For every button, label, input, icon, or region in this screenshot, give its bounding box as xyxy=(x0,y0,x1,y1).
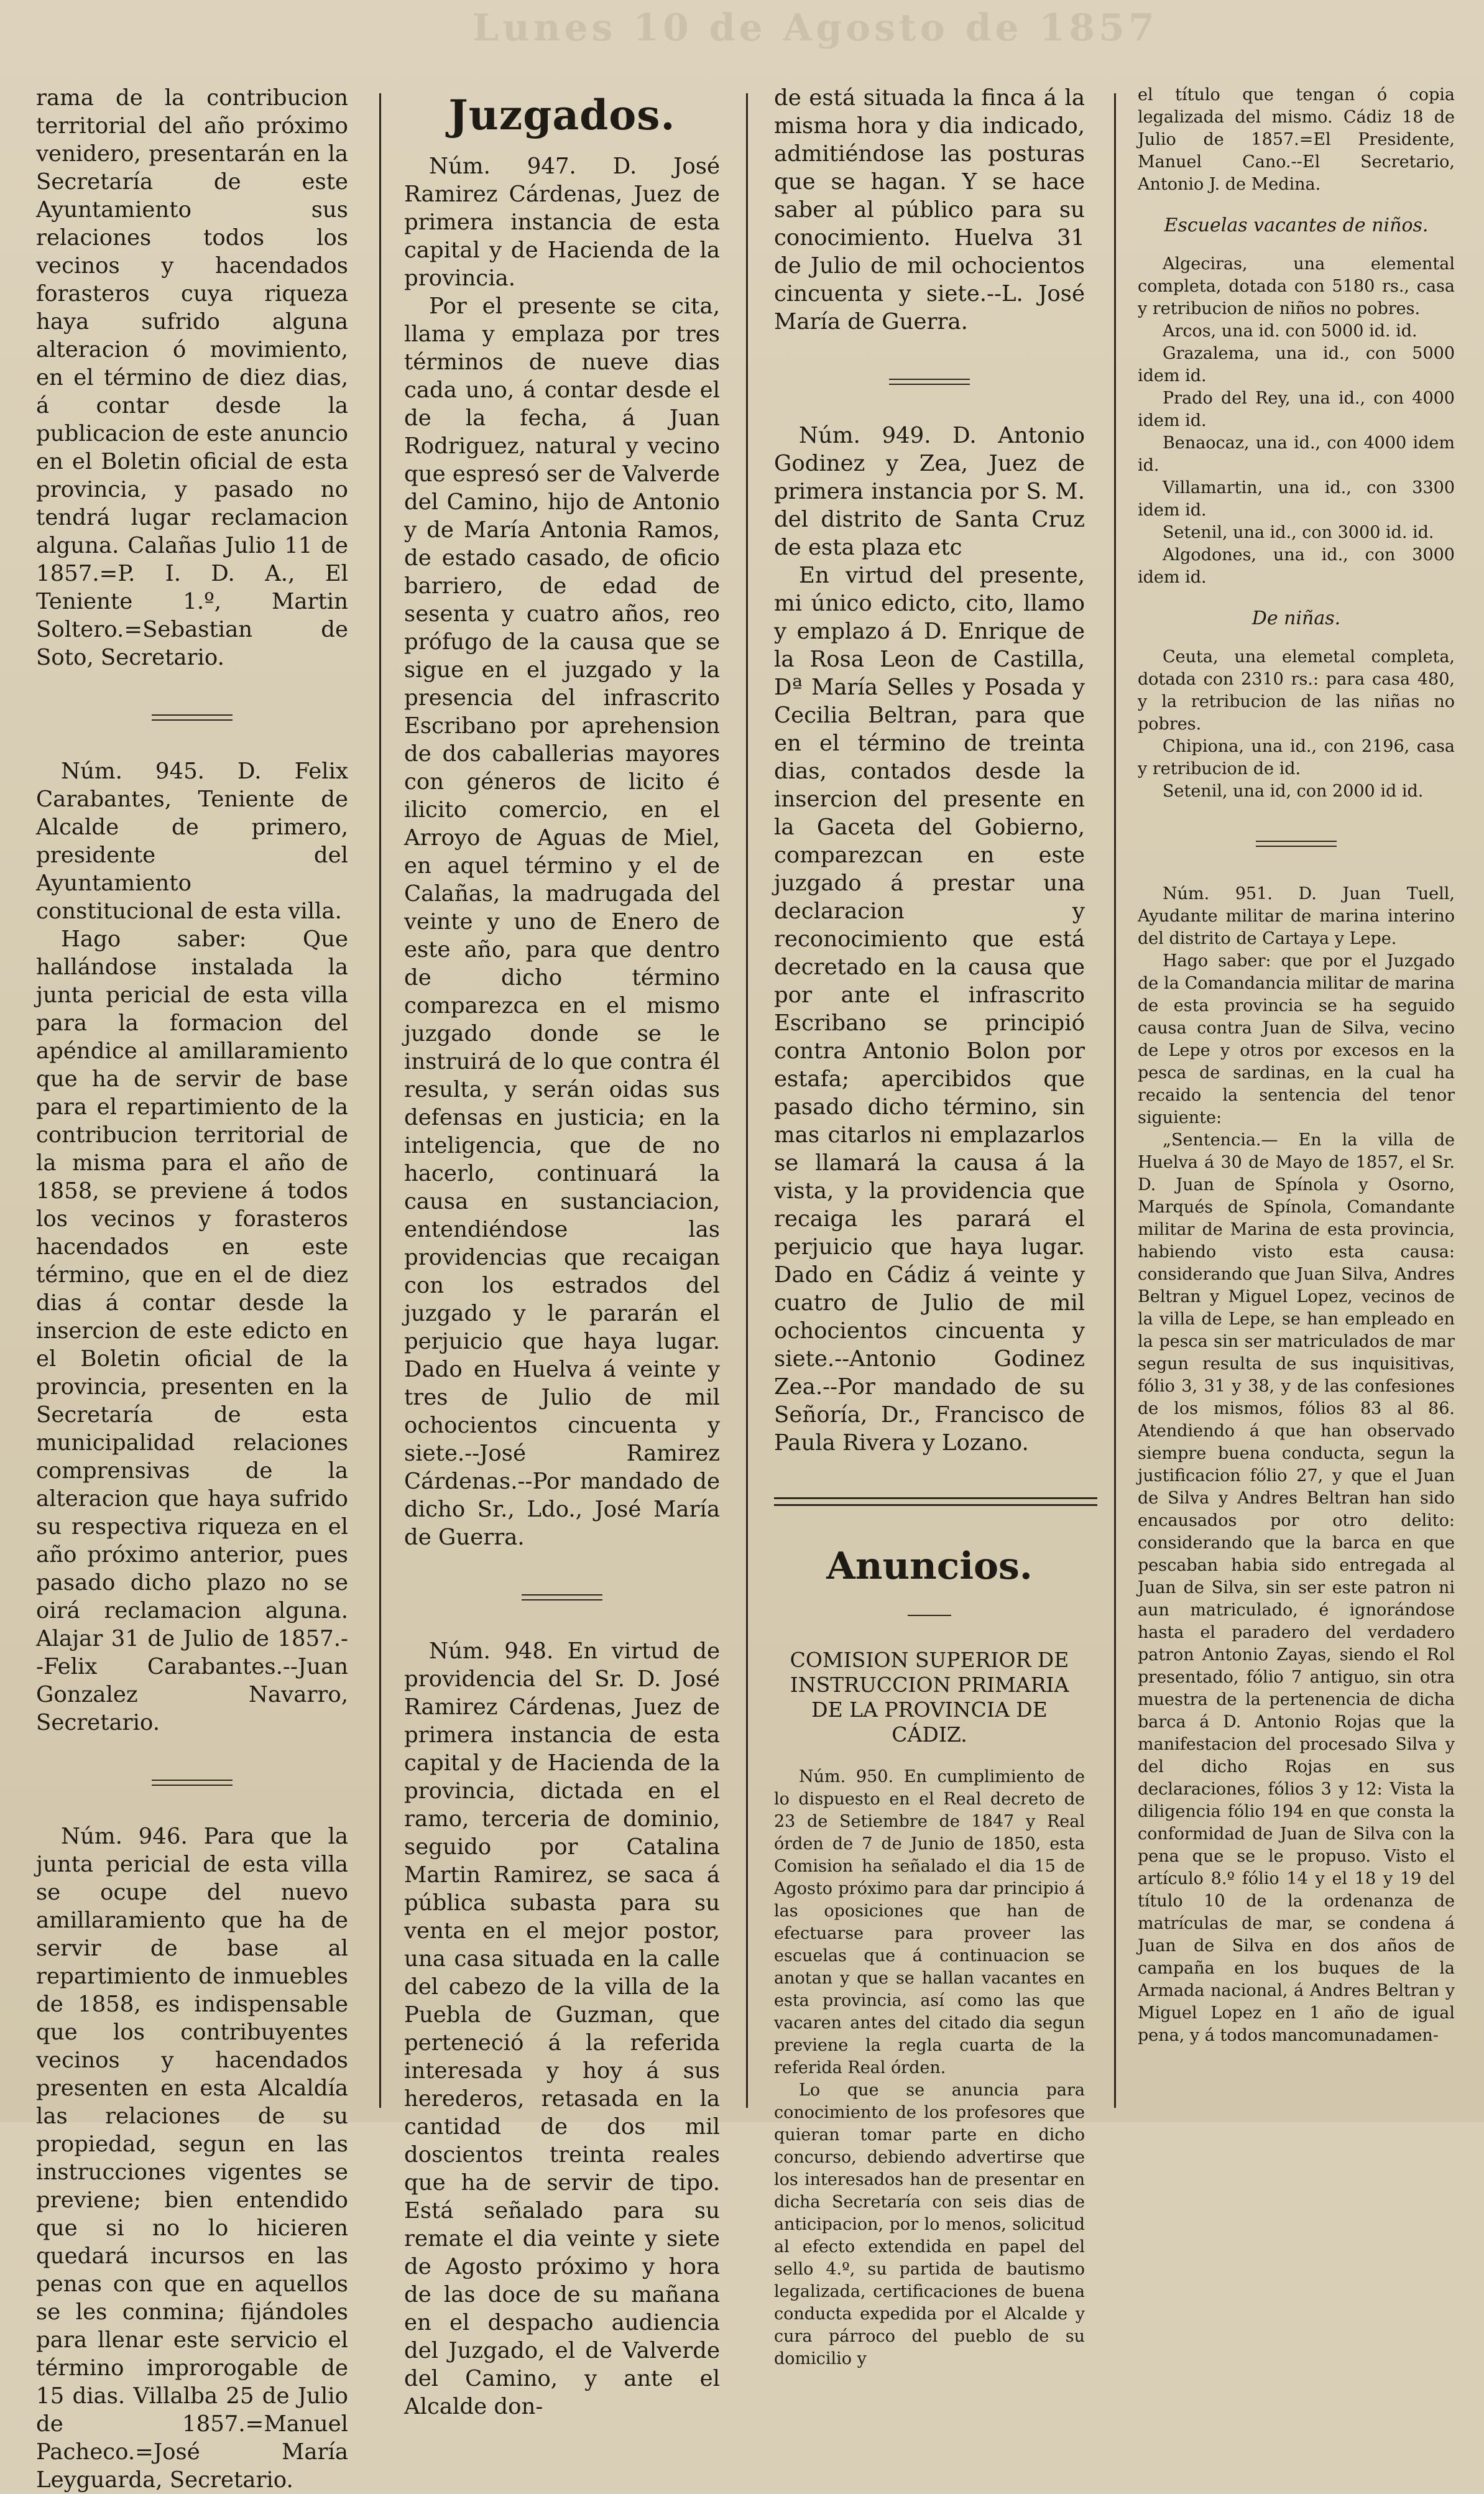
school-item: Arcos, una id. con 5000 id. id. xyxy=(1163,321,1417,341)
notice-949-body: En virtud del presente, mi único edicto, cito, llamo y emplazo á D. Enrique de la Rosa Leon de Castilla, Dª María Selles y Posada y Cecilia Beltran, para que en el término de treinta dias, contados desde la insercion del presente en la Gaceta del Gobierno, comparezcan en este juzgado á prestar una declaracion y reconocimiento que está decretado en la causa que por ante el infrascrito Escribano se principió contra Antonio Bolon por estafa; apercibidos que pasado dicho término, sin mas citarlos ni emplazarlos se llamará la causa á la vista, y la providencia que recaiga les parará el perjuicio que haya lugar. Dado en Cádiz á veinte y cuatro de Julio de mil ochocientos cincuenta y siete.--Antonio Godinez Zea.--Por mandado de su Señoría, Dr., Francisco de Paula Rivera y Lozano. xyxy=(774,563,1085,1456)
column-1 xyxy=(36,84,348,2493)
header-bleedthrough: Lunes 10 de Agosto de 1857 xyxy=(472,6,1158,50)
notice-947-title: Núm. 947. D. José Ramirez Cárdenas, Juez de primera instancia de esta capital y de Hacienda de la provincia. xyxy=(404,154,720,291)
notice-951-intro: Hago saber: que por el Juzgado de la Comandancia militar de marina de esta provincia se ha seguido causa contra Juan de Silva, vecino de Lepe y otros por excesos en la pesca de sardinas, en la cual ha recaido la sentencia del tenor siguiente: xyxy=(1138,951,1455,1127)
school-item: Prado del Rey, una id., con 4000 idem id. xyxy=(1138,389,1455,430)
notice-945-title: Núm. 945. D. Felix Carabantes, Teniente de Alcalde de primero, presidente del Ayuntamiento constitucional de esta villa. xyxy=(36,759,348,924)
school-item: Setenil, una id., con 3000 id. id. xyxy=(1163,523,1434,542)
notice-947-body: Por el presente se cita, llama y emplaza por tres términos de nueve dias cada uno, á contar desde el de la fecha, á Juan Rodriguez, natural y vecino que espresó ser de Valverde del Camino, hijo de Antonio y de María Antonia Ramos, de estado casado, de oficio barriero, de edad de sesenta y cuatro años, reo prófugo de la causa que se sigue en el juzgado y la presencia del infrascrito Escribano por aprehension de dos caballerias mayores con géneros de licito é ilicito comercio, en el Arroyo de Aguas de Miel, en aquel término y el de Calañas, la madrugada del veinte y uno de Enero de este año, para que dentro de dicho término comparezca en el mismo juzgado donde se le instruirá de lo que contra él resulta, y serán oidas sus defensas en justicia; en la inteligencia, que de no hacerlo, continuará la causa en sustanciacion, entendiéndose las providencias que recaigan con los estrados del juzgado y le pararán el perjuicio que haya lugar. Dado en Huelva á veinte y tres de Julio de mil ochocientos cincuenta y siete.--José Ramirez Cárdenas.--Por mandado de dicho Sr., Ldo., José María de Guerra. xyxy=(404,293,720,1550)
column-2 xyxy=(404,84,720,2419)
notice-calanas: rama de la contribucion territorial del año próximo venidero, presentarán en la Secretaría de este Ayuntamiento sus relaciones todos los vecinos y hacendados forasteros cuya riqueza haya sufrido alguna alteracion ó movimiento, en el término de diez dias, á contar desde la publicacion de este anuncio en el Boletin oficial de esta provincia, y pasado no tendrá lugar reclamacion alguna. Calañas Julio 11 de 1857.=P. I. D. A., El Teniente 1.º, Martin Soltero.=Sebastian de Soto, Secretario. xyxy=(36,85,348,670)
notice-948: Núm. 948. En virtud de providencia del Sr. D. José Ramirez Cárdenas, Juez de primera instancia de esta capital y de Hacienda de la provincia, dictada en el ramo, terceria de dominio, seguido por Catalina Martin Ramirez, se saca á pública subasta para su venta en el mejor postor, una casa situada en la calle del cabezo de la villa de la Puebla de Guzman, que perteneció á la referida interesada y hoy á sus herederos, retasada en la cantidad de dos mil doscientos treinta reales que ha de servir de tipo. Está señalado para su remate el dia veinte y siete de Agosto próximo y hora de las doce de su mañana en el despacho audiencia del Juzgado, el de Valverde del Camino, y ante el Alcalde don- xyxy=(404,1638,720,2419)
double-rule-separator xyxy=(774,1485,1085,1513)
notice-951-title: Núm. 951. D. Juan Tuell, Ayudante militar de marina interino del distrito de Cartaya y Lepe. xyxy=(1138,884,1455,948)
section-heading-juzgados: Juzgados. xyxy=(448,91,676,139)
notice-946: Núm. 946. Para que la junta pericial de esta villa se ocupe del nuevo amillaramiento que ha de servir de base al repartimiento de inmuebles de 1858, es indispensable que los contribuyentes vecinos y hacendados presenten en esta Alcaldía las relaciones de su propiedad, segun en las instrucciones vigentes se previene; bien entendido que si no lo hicieren quedará incursos en las penas con que en aquellos se les conmina; fijándoles para llenar este servicio el término improrogable de 15 dias. Villalba 25 de Julio de 1857.=Manuel Pacheco.=José María Leyguarda, Secretario. xyxy=(36,1824,348,2493)
school-item: Chipiona, una id., con 2196, casa y retribucion de id. xyxy=(1138,737,1455,778)
notice-948-continued: de está situada la finca á la misma hora y dia indicado, admitiéndose las posturas que se hagan. Y se hace saber al público para su conocimiento. Huelva 31 de Julio de mil ochocientos cincuenta y siete.--L. José María de Guerra. xyxy=(774,85,1085,335)
notice-950-requirements: Lo que se anuncia para conocimiento de los profesores que quieran tomar parte en dicho concurso, debiendo advertirse que los interesados han de presentar en dicha Secretaría con seis dias de anticipacion, por lo menos, solicitud al efecto extendida en papel del sello 4.º, su partida de bautismo legalizada, certificaciones de buena conducta expedida por el Alcalde y cura párroco del pueblo de su domicilio y xyxy=(774,2081,1085,2368)
section-heading-anuncios: Anuncios. xyxy=(826,1545,1033,1588)
school-item: Algeciras, una elemental completa, dotada con 5180 rs., casa y retribucion de niños no pobres. xyxy=(1138,254,1455,318)
separator-ornament xyxy=(36,700,348,727)
school-item: Setenil, una id, con 2000 id id. xyxy=(1163,782,1424,801)
school-item: Benaocaz, una id., con 4000 idem id. xyxy=(1138,433,1455,475)
subheading-girls-schools: De niñas. xyxy=(1251,607,1341,629)
separator-ornament xyxy=(774,364,1085,392)
notice-951-sentence: „Sentencia.— En la villa de Huelva á 30 de Mayo de 1857, el Sr. D. Juan de Spínola y Osorno, Marqués de Spínola, Comandante militar de Marina de esta provincia, habiendo visto esta causa: considerando que Juan Silva, Andres Beltran y Miguel Lopez, vecinos de la villa de Lepe, se han empleado en la pesca sin ser matriculados de mar segun resulta de sus inquisitivas, fólio 3, 31 y 38, y de las confesiones de los mismos, fólios 83 al 86. Atendiendo á que han observado siempre buena conducta, segun la justificacion fólio 27, y que el Juan de Silva y Andres Beltran han sido encausados por otro delito: considerando que la barca en que pescaban habia sido entregada al Juan de Silva, sin ser este patron ni aun matriculado, é ignorándose hasta el paradero del verdadero patron Antonio Zayas, siendo el Rol presentado, fólio 7 antiguo, sin otra muestra de la pertenencia de dicha barca á D. Antonio Rojas que la manifestacion del procesado Silva y del dicho Rojas en sus declaraciones, fólios 3 y 12: Vista la diligencia fólio 194 en que consta la conformidad de Juan de Silva con la pena que se le propuso. Visto el artículo 8.º fólio 14 y el 18 y 19 del título 10 de la ordenanza de matrículas de mar, se condena á Juan de Silva en dos años de campaña en los buques de la Armada nacional, á Andres Beltran y Miguel Lopez en 1 año de igual pena, y á todos mancomunadamen- xyxy=(1138,1130,1455,2045)
column-rule-1 xyxy=(379,93,381,2108)
notice-950-body: Núm. 950. En cumplimiento de lo dispuesto en el Real decreto de 23 de Setiembre de 1847 y Real órden de 7 de Junio de 1850, esta Comision ha señalado el dia 15 de Agosto próximo para dar principio á las oposiciones que han de efectuarse para proveer las escuelas que á continuacion se anotan y que se hallan vacantes en esta provincia, así como las que vacaren antes del citado dia segun previene la regla cuarta de la referida Real órden. xyxy=(774,1767,1085,2077)
column-rule-3 xyxy=(1114,93,1116,2108)
school-item: Villamartin, una id., con 3300 idem id. xyxy=(1138,478,1455,520)
separator-ornament xyxy=(1138,831,1455,853)
subheading-boys-schools: Escuelas vacantes de niños. xyxy=(1164,215,1429,236)
column-rule-2 xyxy=(746,93,748,2108)
separator-ornament xyxy=(36,1765,348,1793)
notice-949-title: Núm. 949. D. Antonio Godinez y Zea, Juez de primera instancia por S. M. del distrito de Santa Cruz de esta plaza etc xyxy=(774,423,1085,560)
school-item: Ceuta, una elemetal completa, dotada con 2310 rs.: para casa 480, y la retribucion de las niñas no pobres. xyxy=(1138,647,1455,734)
column-4 xyxy=(1138,84,1455,2105)
commission-title: COMISION SUPERIOR DE INSTRUCCION PRIMARIA DE LA PROVINCIA DE CÁDIZ. xyxy=(790,1648,1069,1747)
school-item: Grazalema, una id., con 5000 idem id. xyxy=(1138,344,1455,386)
column-3 xyxy=(774,84,1085,2368)
heading-dash xyxy=(774,1595,1085,1623)
school-item: Algodones, una id., con 3000 idem id. xyxy=(1138,545,1455,587)
notice-945-body: Hago saber: Que hallándose instalada la junta pericial de esta villa para la formacion del apéndice al amillaramiento que ha de servir de base para el repartimiento de la contribucion territorial de la misma para el año de 1858, se previene á todos los vecinos y forasteros hacendados en este término, que en el de diez dias á contar desde la insercion de este edicto en el Boletin oficial de la provincia, presenten en la Secretaría de esta municipalidad relaciones comprensivas de la alteracion que haya sufrido su respectiva riqueza en el año próximo anterior, pues pasado dicho plazo no se oirá reclamacion alguna. Alajar 31 de Julio de 1857.--Felix Carabantes.--Juan Gonzalez Navarro, Secretario. xyxy=(36,926,348,1735)
notice-950-continued: el título que tengan ó copia legalizada del mismo. Cádiz 18 de Julio de 1857.=El Presidente, Manuel Cano.--El Secretario, Antonio J. de Medina. xyxy=(1138,85,1455,194)
separator-ornament xyxy=(404,1579,720,1607)
